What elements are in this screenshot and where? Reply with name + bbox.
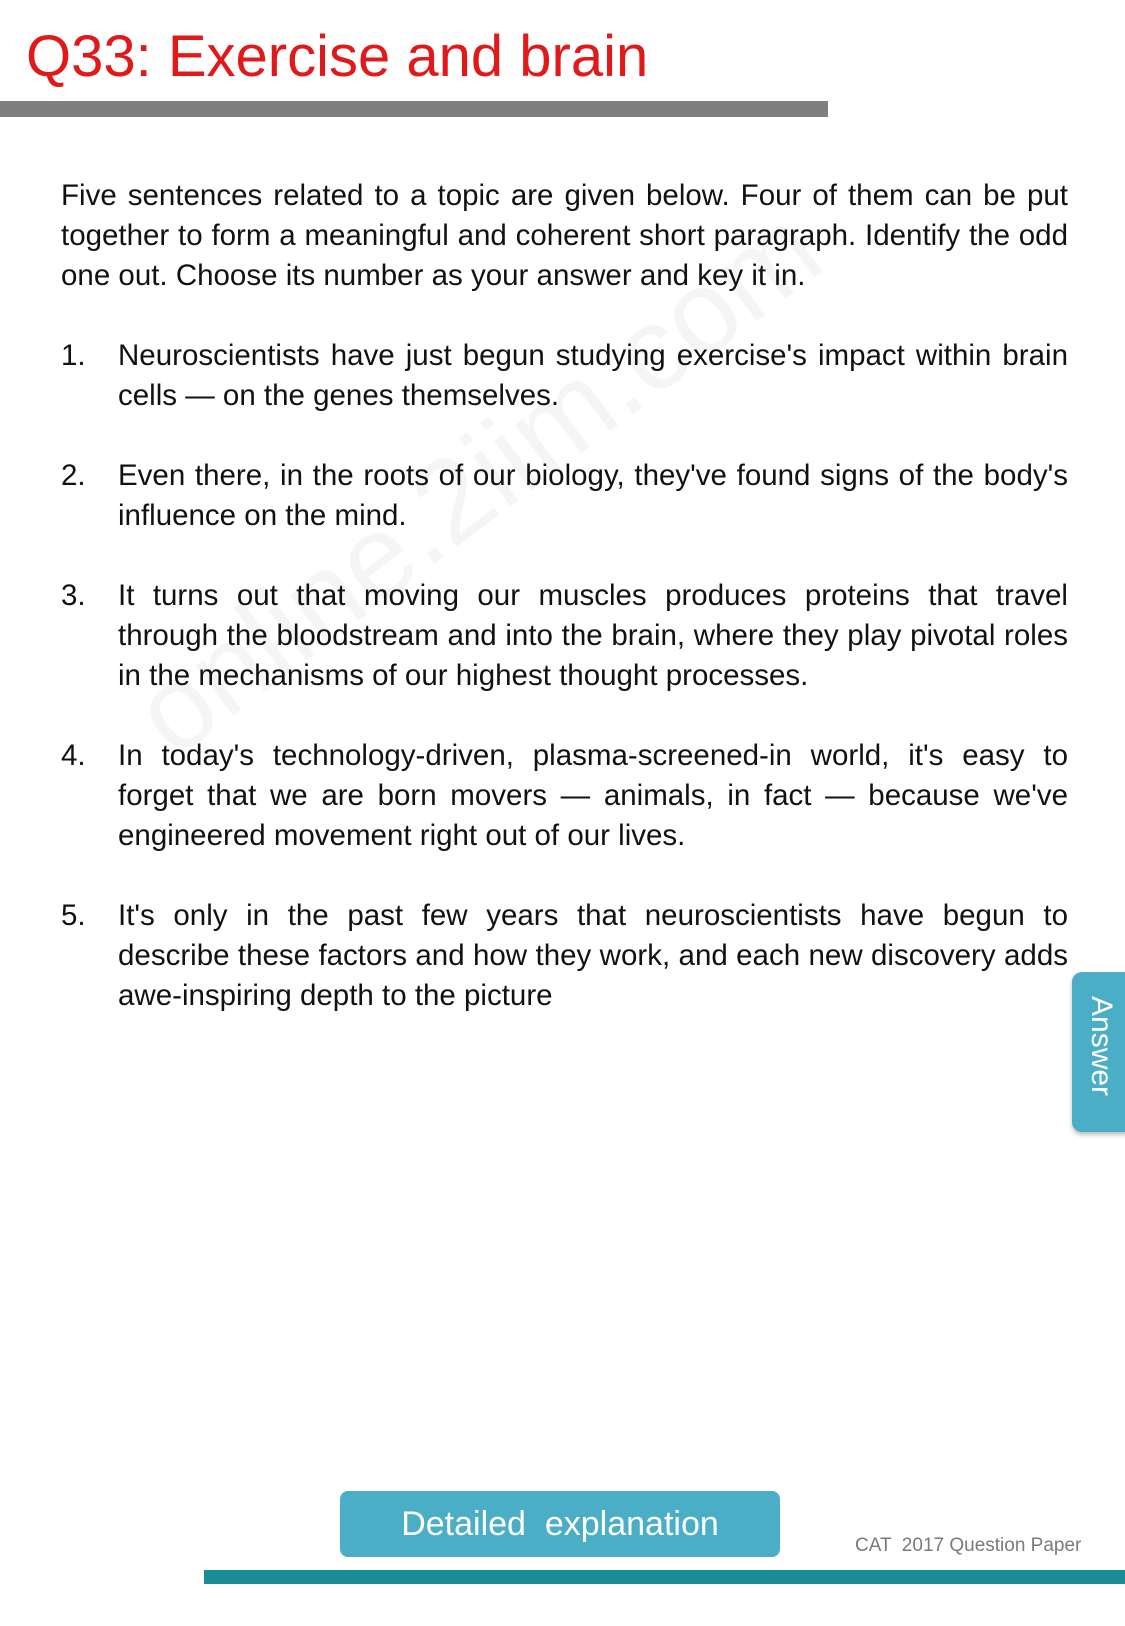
option-item [61,456,1068,536]
answer-tab-label: Answer [1085,996,1118,1097]
option-number: 1. [61,339,86,372]
answer-tab[interactable] [1072,972,1125,1132]
option-item [61,576,1068,696]
option-item [61,896,1068,1016]
option-text: It's only in the past few years that neuroscientists have begun to describe these factors and how they work, and each new discovery adds awe-inspiring depth to the picture [118,899,1068,1012]
option-text: In today's technology-driven, plasma-screened-in world, it's easy to forget that we are born movers — animals, in fact — because we've engineered movement right out of our lives. [118,739,1068,852]
option-number: 3. [61,579,86,612]
detailed-explanation-button[interactable]: Detailed explanation [340,1491,780,1557]
option-number: 2. [61,459,86,492]
option-text: Neuroscientists have just begun studying exercise's impact within brain cells — on the genes themselves. [118,339,1068,412]
title-divider [0,101,828,117]
option-number: 5. [61,899,86,932]
question-instruction: Five sentences related to a topic are given below. Four of them can be put together to form a meaningful and coherent short paragraph. Identify the odd one out. Choose its number as your answer and key it in. [61,179,1068,292]
option-text: It turns out that moving our muscles produces proteins that travel through the bloodstream and into the brain, where they play pivotal roles in the mechanisms of our highest thought processes. [118,579,1068,692]
option-item [61,736,1068,856]
option-text: Even there, in the roots of our biology, they've found signs of the body's influence on the mind. [118,459,1068,532]
page-title: Q33: Exercise and brain [26,24,649,89]
options-list [61,336,1068,1056]
paper-label: CAT 2017 Question Paper [855,1535,1082,1556]
option-item [61,336,1068,416]
option-number: 4. [61,739,86,772]
footer-divider [204,1570,1125,1584]
